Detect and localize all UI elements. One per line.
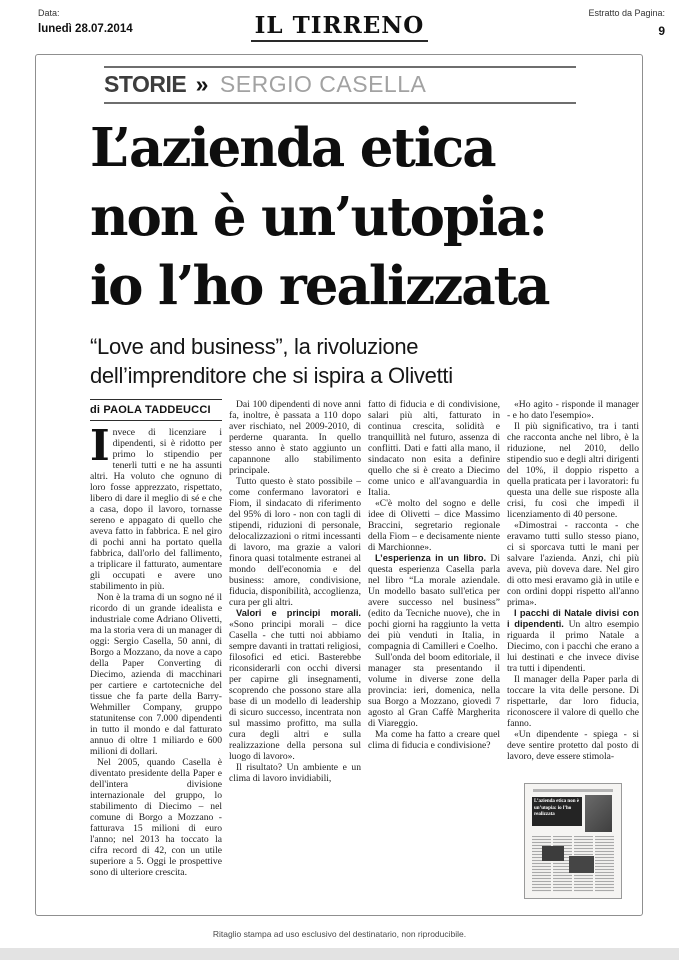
newspaper-masthead: IL TIRRENO (251, 12, 429, 42)
article-deck (90, 332, 634, 390)
copyright-footer: Ritaglio stampa ad uso esclusivo del destinatario, non riproducibile. (212, 929, 467, 939)
thumbnail-photo-small (569, 856, 594, 873)
article-paragraph: Il manager della Paper parla di toccare la vita delle persone. Di rispettarle, dar loro fiducia, riconoscere il valore di quello che fanno. (507, 674, 639, 729)
article-paragraph: Dai 100 dipendenti di nove anni fa, inoltre, è passata a 110 dopo aver rischiato, nel 2009-2010, di perderne quaranta. In quello stesso anno è stato aggiunto un capannone allo stabilimento principale. (229, 399, 361, 476)
article-clipping-box (35, 54, 643, 916)
headline-line-3: io l’ho realizzata (90, 255, 549, 317)
paragraph-lead: L’esperienza in un libro. (375, 553, 491, 563)
article-paragraph: «Ho agito - risponde il manager - e ho dato l'esempio». (507, 399, 639, 421)
article-paragraph: I pacchi di Natale divisi con i dipendenti. Un altro esempio riguarda il primo Natale a Diecimo, con i pacchi che erano a lui destinati e che invece divise tra tutti i dipendenti. (507, 608, 639, 674)
article-column-4 (507, 399, 639, 911)
headline-line-2: non è un’utopia: (90, 186, 547, 248)
article-paragraph: Invece di licenziare i dipendenti, si è ridotto per primo lo stipendio per tenerli tutti e ne ha assunti altri. Ha voluto che ognuno di loro fosse apprezzato, rispettato, libero di dare il meglio di sé e che a casa, dopo il lavoro, tornasse sereno e appagato di quello che aveva fatto in fabbrica. E nel giro di pochi anni ha portato quella fabbrica, dall'orlo del fallimento, a triplicare il fatturato, aumentare gli occupati e avere uno stabilimento in più. (90, 421, 222, 592)
date-label: Data: (38, 8, 60, 18)
page-extract-label: Estratto da Pagina: (588, 8, 665, 18)
byline: di PAOLA TADDEUCCI (90, 399, 222, 421)
headline-line-1: L’azienda etica (90, 117, 495, 179)
column-4-text (507, 399, 639, 762)
column-1-text (90, 421, 222, 878)
article-paragraph: Nel 2005, quando Casella è diventato presidente della Paper e dell'intera divisione internazionale del gruppo, lo stabilimento di Diecimo – nel comune di Borgo a Mozzano - fatturava 15 milioni di euro l'anno; nel 2013 ha toccato la cifra record di 42, con un utile superiore a 5. Oggi le prospettive sono di ulteriore crescita. (90, 757, 222, 878)
article-paragraph: «Dimostrai - racconta - che eravamo tutti sullo stesso piano, ci si sporcava tutti le mani per salvare l'azienda. Anzi, chi più aveva, più doveva dare. Nel giro di otto mesi eravamo già in utile e con ordini doppi rispetto all'anno prima». (507, 520, 639, 608)
page-thumbnail (524, 783, 622, 899)
article-columns (90, 399, 640, 911)
article-paragraph: Il risultato? Un ambiente e un clima di lavoro invidiabili, (229, 762, 361, 784)
thumbnail-text-column (532, 836, 551, 892)
thumbnail-photo (585, 795, 612, 832)
article-paragraph: Non è la trama di un sogno né il ricordo di un grande idealista e industriale come Adriano Olivetti, ma la storia vera di un manager di oggi: Sergio Casella, 50 anni, di Borgo a Mozzano, da nove a capo della Paper Converting di Diecimo, azienda di macchinari per cartiere e cartotecniche del tissue che fa parte della Barry-Wehmiller Company, gruppo statunitense con 7.000 dipendenti in tutto il mondo e dal fatturato annuo di oltre 1 miliardo e 600 milioni di dollari. (90, 592, 222, 757)
header-page-block (588, 8, 665, 38)
article-paragraph: L’esperienza in un libro. Di questa esperienza Casella parla nel libro “La morale aziendale. Un modello basato sull'etica per avere successo nel business” (edito da Tecniche nuove), che in pochi giorni ha raggiunto la vetta dei più venduti in Italia, in compagnia di Camilleri e Coelho. (368, 553, 500, 652)
drop-cap: I (90, 421, 110, 470)
deck-line-2: dell’imprenditore che si ispira a Olivetti (90, 363, 453, 388)
column-3-text (368, 399, 500, 751)
kicker-author-name: SERGIO CASELLA (219, 71, 427, 97)
thumbnail-photo-small (542, 846, 564, 861)
paragraph-lead: Valori e principi morali. (236, 608, 361, 618)
section-kicker (104, 66, 576, 104)
thumbnail-masthead-bar (533, 789, 613, 792)
column-2-text (229, 399, 361, 784)
paragraph-lead: I pacchi di Natale divisi con i dipendenti. (507, 608, 639, 629)
scan-bottom-strip (0, 948, 679, 960)
kicker-section-label: STORIE (104, 71, 187, 97)
page-number: 9 (658, 24, 665, 38)
article-headline (90, 114, 634, 321)
article-paragraph: Ma come ha fatto a creare quel clima di fiducia e condivisione? (368, 729, 500, 751)
double-chevron-icon: » (195, 71, 209, 97)
article-paragraph: Il più significativo, tra i tanti che racconta anche nel libro, è la riduzione, nel 2010, dello stipendio suo e degli altri dirigenti del 10%, il doppio rispetto a quella praticata per i lavoratori: fu questa una delle sue risposte alla crisi, fu così che impedì il licenziamento di 40 persone. (507, 421, 639, 520)
article-column-2 (229, 399, 361, 911)
article-column-1 (90, 399, 222, 911)
article-paragraph: Tutto questo è stato possibile – come confermano lavoratori e Fiom, il sindacato di riferimento del 95% di loro - non con tagli di stipendi, riduzioni di personale, delocalizzazioni o ritmi incessanti di lavoro, ma grazie a valori finora quasi totalmente estranei al mondo dell'economia e del business: amore, condivisione, fiducia, disponibilità, accoglienza, cura per gli altri. (229, 476, 361, 608)
article-paragraph: «Un dipendente - spiega - si deve sentire protetto dal posto di lavoro, deve essere stimola- (507, 729, 639, 762)
article-column-3 (368, 399, 500, 911)
date-value: lunedì 28.07.2014 (38, 23, 133, 35)
thumbnail-text-column (595, 836, 614, 892)
article-paragraph: Valori e principi morali. «Sono principi morali – dice Casella - che tutti noi abbiamo sempre davanti in trattati religiosi, filosofici ed etici. Basterebbe riconsiderarli con occhi diversi per capirne gli insegnamenti, scoprendo che possono stare alla base di un modello di leadership di sicuro successo, incentrata non sul massimo profitto, ma sulla cura degli altri e sulla realizzazione della persona sul luogo di lavoro». (229, 608, 361, 762)
article-paragraph: «C'è molto del sogno e delle idee di Olivetti – dice Massimo Braccini, segretario regionale della Fiom – e decisamente niente di Marchionne». (368, 498, 500, 553)
article-paragraph: fatto di fiducia e di condivisione, salari più alti, fatturato in continua crescita, solidità e tranquillità nel futuro, assenza di conflitti. Dati e fatti alla mano, il sindacato non esita a definire quello che si è creato a Diecimo come unico e all'avanguardia in Italia. (368, 399, 500, 498)
thumbnail-headline: L’azienda etica non è un’utopia: io l’ho realizzata (532, 797, 582, 826)
deck-line-1: “Love and business”, la rivoluzione (90, 334, 419, 359)
masthead-wrap (0, 12, 679, 42)
article-paragraph: Sull'onda del boom editoriale, il manager sta presentando il volume in diverse zone della provincia: ieri, domenica, nella sua Borgo a Mozzano, giovedì 7 agosto al Gran Caffè Margherita di Viareggio. (368, 652, 500, 729)
